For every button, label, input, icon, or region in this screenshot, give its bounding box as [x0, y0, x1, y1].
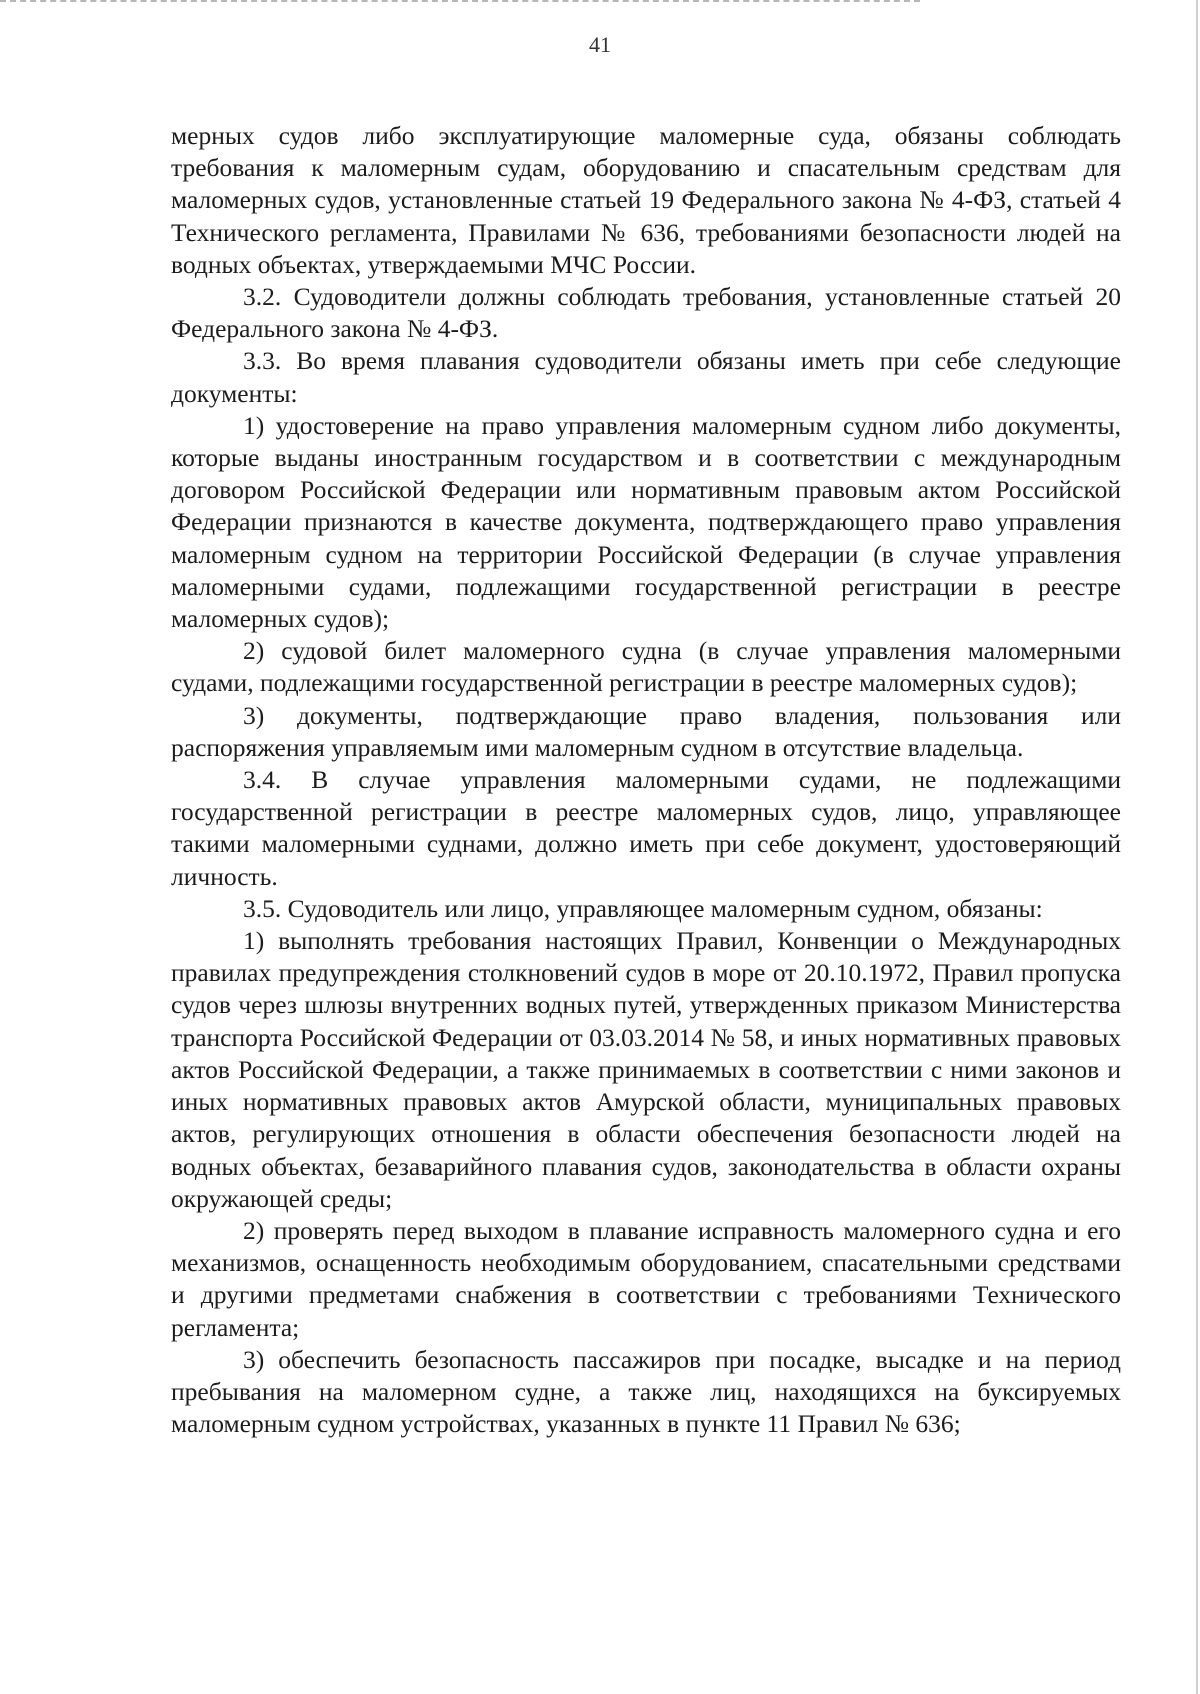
paragraph-3-5-item-3: 3) обеспечить безопасность пассажиров при посадке, высадке и на период пребывания на маломерном судне, а также лиц, находящихся на буксируемых маломерным судном устройствах, указанных в пункте 11 Правил № 636;: [171, 1344, 1121, 1439]
paragraph-3-5-item-2: 2) проверять перед выходом в плавание исправность маломерного судна и его механизмов, оснащенность необходимым оборудованием, спасательными средствами и другими предметами снабжения в соответствии с требованиями Технического регламента;: [171, 1215, 1121, 1342]
paragraph-3-3-item-1: 1) удостоверение на право управления маломерным судном либо документы, которые выданы иностранным государством и в соответствии с международным договором Российской Федерации или нормативным правовым актом Российской Федерации признаются в качестве документа, подтверждающего право управления маломерным судном на территории Российской Федерации (в случае управления маломерными судами, подлежащими государственной регистрации в реестре маломерных судов);: [171, 410, 1121, 634]
scan-right-edge: [1196, 0, 1198, 1694]
paragraph-3-5: 3.5. Судоводитель или лицо, управляющее маломерным судном, обязаны:: [243, 893, 1043, 923]
paragraph-3-5-item-1: 1) выполнять требования настоящих Правил, Конвенции о Международных правилах предупреждения столкновений судов в море от 20.10.1972, Правил пропуска судов через шлюзы внутренних водных путей, утвержденных приказом Министерства транспорта Российской Федерации от 03.03.2014 № 58, и иных нормативных правовых актов Российской Федерации, а также принимаемых в соответствии с ними законов и иных нормативных правовых актов Амурской области, муниципальных правовых актов, регулирующих отношения в области обеспечения безопасности людей на водных объектах, безаварийного плавания судов, законодательства в области охраны окружающей среды;: [171, 926, 1121, 1213]
paragraph-continuation: мерных судов либо эксплуатирующие маломерные суда, обязаны соблюдать требования к маломерным судам, оборудованию и спасательным средствам для маломерных судов, установленные статьей 19 Федерального закона № 4-ФЗ, статьей 4 Технического регламента, Правилами № 636, требованиями безопасности людей на водных объектах, утверждаемыми МЧС России.: [171, 121, 1121, 279]
paragraph-3-3: 3.3. Во время плавания судоводители обязаны иметь при себе следующие документы:: [171, 346, 1121, 408]
paragraph-3-3-item-2: 2) судовой билет маломерного судна (в случае управления маломерными судами, подлежащими государственной регистрации в реестре маломерных судов);: [171, 636, 1121, 698]
paragraph-3-3-item-3: 3) документы, подтверждающие право владения, пользования или распоряжения управляемым ими маломерным судном в отсутствие владельца.: [171, 700, 1121, 762]
scan-top-rule: [0, 0, 920, 5]
document-body: [171, 120, 1121, 1440]
paragraph-3-2: 3.2. Судоводители должны соблюдать требования, установленные статьей 20 Федерального закона № 4-ФЗ.: [171, 282, 1121, 344]
paragraph-3-4: 3.4. В случае управления маломерными судами, не подлежащими государственной регистрации в реестре маломерных судов, лицо, управляющее такими маломерными суднами, должно иметь при себе документ, удостоверяющий личность.: [171, 765, 1121, 891]
page-number: 41: [589, 32, 611, 57]
